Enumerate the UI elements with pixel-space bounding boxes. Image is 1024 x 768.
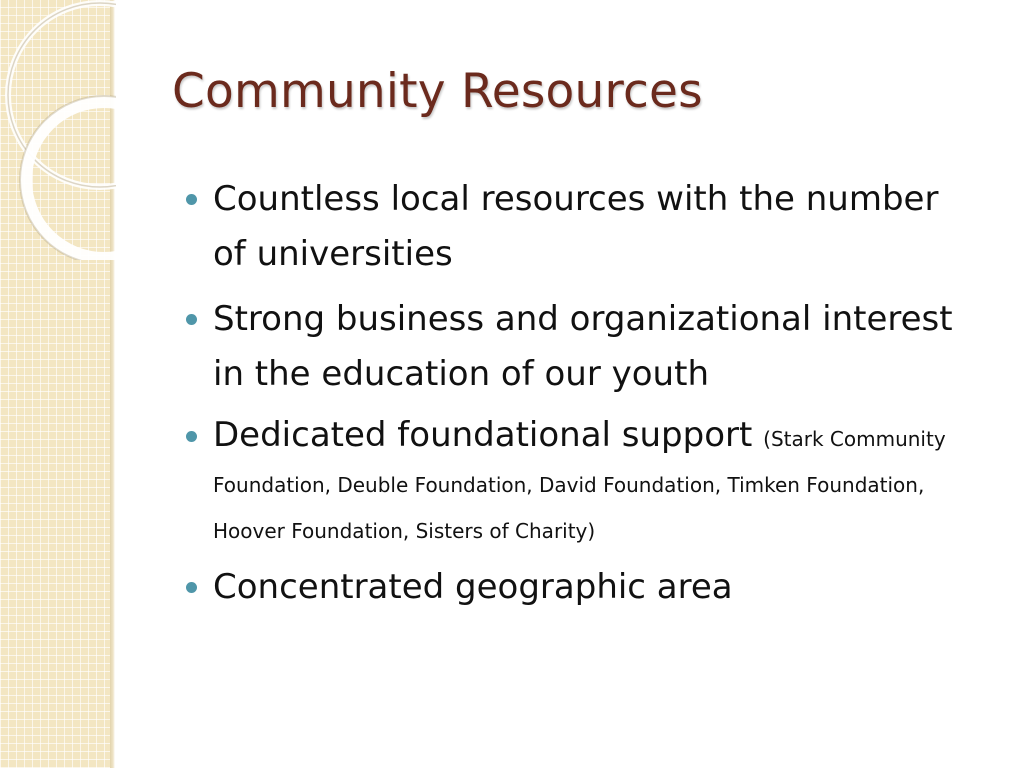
bullet-item bbox=[186, 292, 966, 402]
bullet-text: Dedicated foundational support bbox=[213, 415, 753, 455]
decorative-circle-lower-shadow bbox=[20, 96, 116, 260]
bullet-note: (Stark Community Foundation, Deuble Foundation, David Foundation, Timken Foundation, Hoover Foundation, Sisters of Charity) bbox=[213, 427, 946, 543]
bullet-icon bbox=[186, 431, 197, 442]
bullet-text: Strong business and organizational interest in the education of our youth bbox=[213, 299, 953, 394]
slide-title: Community Resources bbox=[172, 64, 703, 119]
bullet-list bbox=[186, 172, 966, 625]
bullet-icon bbox=[186, 194, 197, 205]
bullet-icon bbox=[186, 582, 197, 593]
bullet-icon bbox=[186, 314, 197, 325]
bullet-text: Concentrated geographic area bbox=[213, 567, 733, 607]
bullet-item bbox=[186, 412, 966, 550]
bullet-text: Countless local resources with the number of universities bbox=[213, 179, 939, 274]
bullet-item bbox=[186, 172, 966, 282]
bullet-item bbox=[186, 560, 966, 615]
decorative-circles bbox=[0, 0, 116, 260]
